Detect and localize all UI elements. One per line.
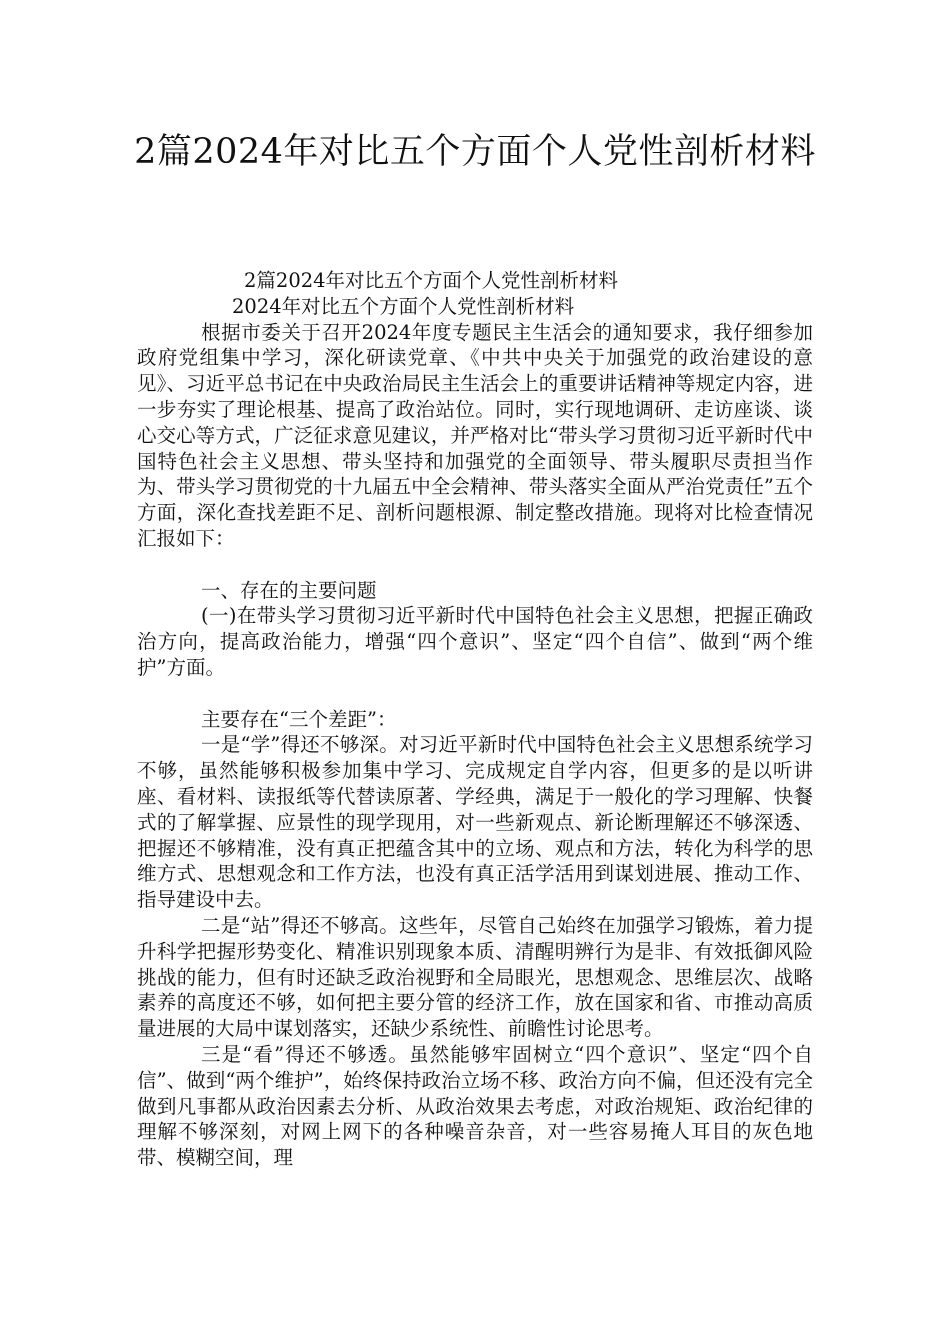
document-body (137, 268, 813, 1171)
paragraph-spacer (137, 552, 813, 578)
paragraph-spacer (137, 681, 813, 707)
subtitle-line: 2篇2024年对比五个方面个人党性剖析材料 (244, 269, 619, 292)
subsection-heading: (一)在带头学习贯彻习近平新时代中国特色社会主义思想，把握正确政治方向，提高政治能力，增强“四个意识”、坚定“四个自信”、做到“两个维护”方面。 (137, 604, 813, 679)
document-title: 2篇2024年对比五个方面个人党性剖析材料 (134, 132, 816, 172)
intro-paragraph: 根据市委关于召开2024年度专题民主生活会的通知要求，我仔细参加政府党组集中学习，深化研读党章、《中共中央关于加强党的政治建设的意见》、习近平总书记在中央政治局民主生活会上的重要讲话精神等规定内容，进一步夯实了理论根基、提高了政治站位。同时，实行现地调研、走访座谈、谈心交心等方式，广泛征求意见建议，并严格对比“带头学习贯彻习近平新时代中国特色社会主义思想、带头坚持和加强党的全面领导、带头履职尽责担当作为、带头学习贯彻党的十九届五中全会精神、带头落实全面从严治党责任”五个方面，深化查找差距不足、剖析问题根源、制定整改措施。现将对比检查情况汇报如下： (137, 320, 813, 550)
summary-line: 主要存在“三个差距”： (201, 707, 397, 731)
body-paragraph: 一是“学”得还不够深。对习近平新时代中国特色社会主义思想系统学习不够，虽然能够积极参加集中学习、完成规定自学内容，但更多的是以听讲座、看材料、读报纸等代替读原著、学经典，满足于一般化的学习理解、快餐式的了解掌握、应景性的现学现用，对一些新观点、新论断理解还不够深透、把握还不够精准，没有真正把蕴含其中的立场、观点和方法，转化为科学的思维方式、思想观念和工作方法，也没有真正活学活用到谋划进展、推动工作、指导建设中去。 (137, 733, 813, 912)
body-paragraph: 二是“站”得还不够高。这些年，尽管自己始终在加强学习锻炼，着力提升科学把握形势变化、精准识别现象本质、清醒明辨行为是非、有效抵御风险挑战的能力，但有时还缺乏政治视野和全局眼光，思想观念、思维层次、战略素养的高度还不够，如何把主要分管的经济工作，放在国家和省、市推动高质量进展的大局中谋划落实，还缺少系统性、前瞻性讨论思考。 (137, 913, 813, 1041)
body-paragraph: 三是“看”得还不够透。虽然能够牢固树立“四个意识”、坚定“四个自信”、做到“两个维护”，始终保持政治立场不移、政治方向不偏，但还没有完全做到凡事都从政治因素去分析、从政治效果去考虑，对政治规矩、政治纪律的理解不够深刻，对网上网下的各种噪音杂音，对一些容易掩人耳目的灰色地带、模糊空间，理 (137, 1042, 813, 1170)
section-heading: 一、存在的主要问题 (201, 578, 377, 602)
article-title: 2024年对比五个方面个人党性剖析材料 (232, 294, 575, 318)
